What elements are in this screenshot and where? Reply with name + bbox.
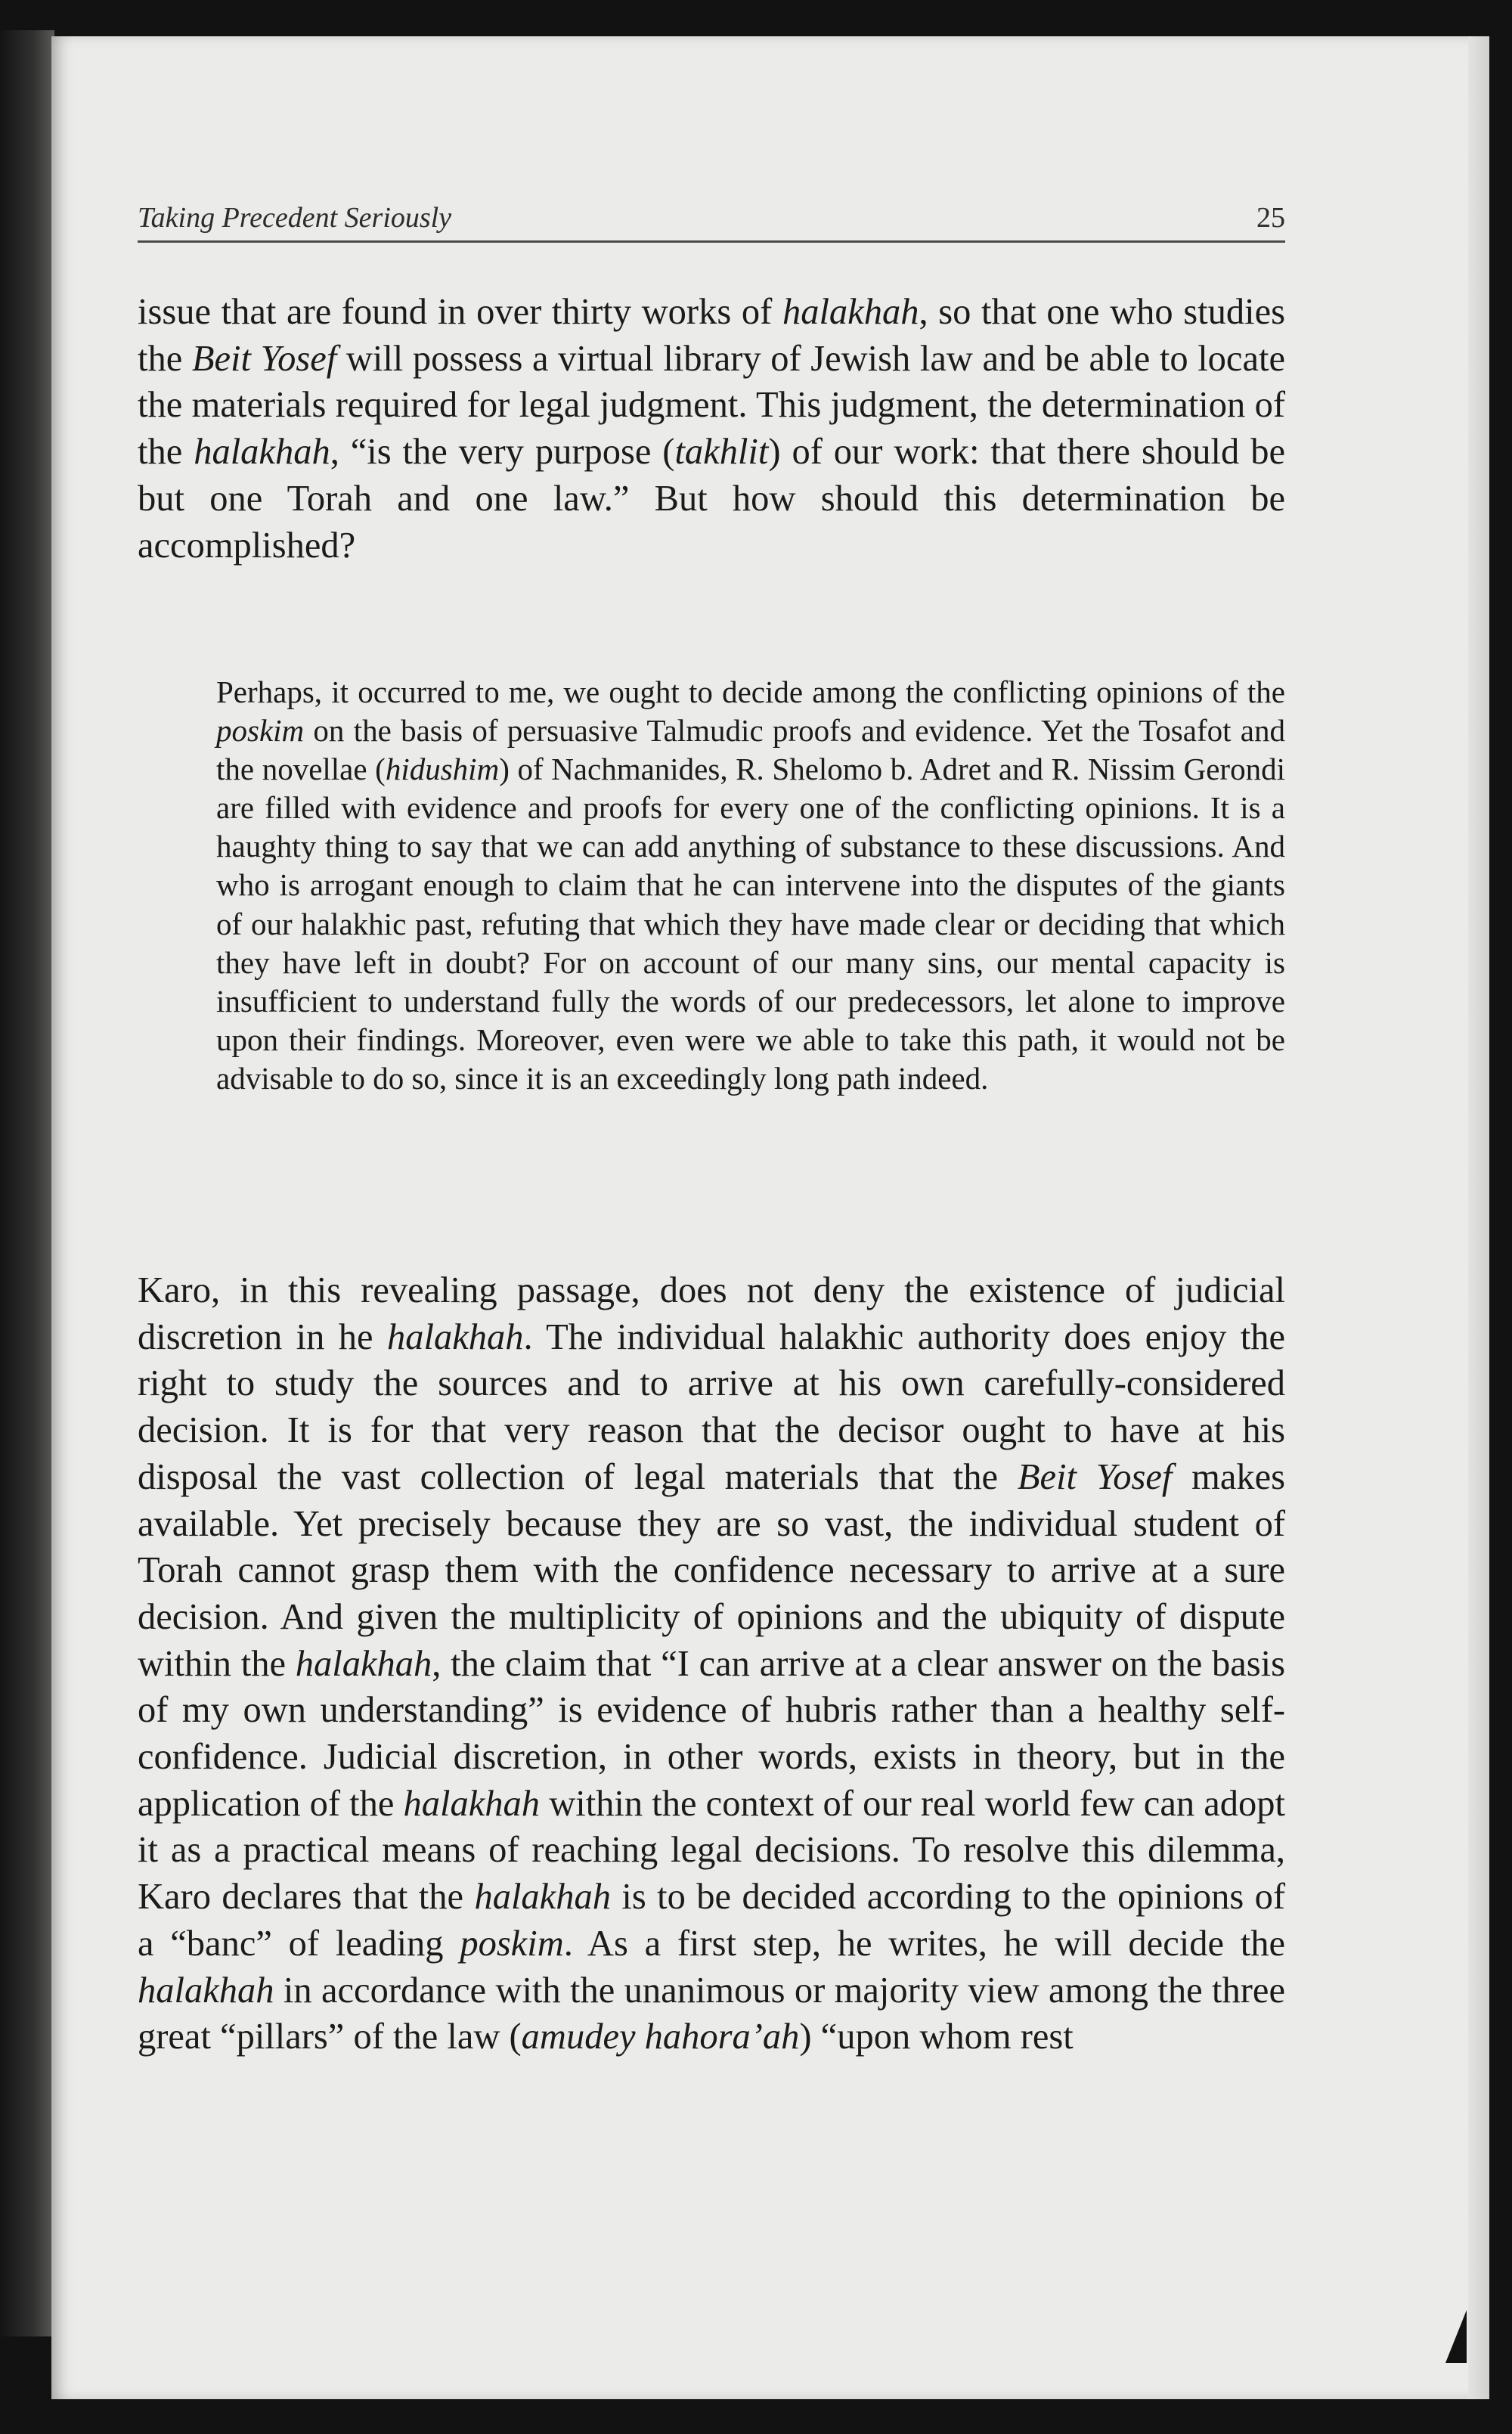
italic-term: halakhah [194,432,330,473]
text-run: . The individual halakhic authority does enjoy the right to study the sources and to arrive at his own carefully-considered decision. It is for that very reason that the decisor ought to have at his disposal the vast collection of legal materials that the [138,1316,1285,1497]
text-run: ) of our work: that there should be but one Torah and one law.” But how should this determination be accomplished? [138,432,1285,566]
text-run: Perhaps, it occurred to me, we ought to decide among the conflicting opinions of the [216,674,1285,709]
running-head: Taking Precedent Seriously [138,202,452,234]
italic-term: halakhah [295,1643,432,1684]
italic-term: halakhah [138,1970,274,2011]
page-right-edge [1468,36,1489,2399]
text-run: , “is the very purpose ( [330,432,675,473]
italic-term: halakhah [474,1877,611,1918]
page-number: 25 [1256,202,1285,234]
italic-term: halakhah [386,1316,524,1357]
text-run: ) “upon whom rest [799,2017,1074,2057]
italic-term: amudey hahora’ah [521,2017,800,2057]
text-run: Karo, in this revealing passage, does not deny the existence of judicial discretion in he [138,1270,1285,1357]
text-run: issue that are found in over thirty works of [138,292,782,332]
italic-term: takhlit [674,432,769,473]
page-header [138,168,1285,243]
italic-term: halakhah [403,1783,541,1824]
text-run: is to be decided according to the opinions of a “banc” of leading [138,1877,1286,1964]
text-run: makes available. Yet precisely because they are so vast, the individual student of Torah cannot grasp them with the confidence necessary to arrive at a sure decision. And given the multiplicity of opinions and the ubiquity of dispute within the [138,1456,1286,1684]
body-paragraph-1 [138,289,1285,569]
text-run: on the basis of persuasive Talmudic proofs and evidence. Yet the Tosafot and the novellae ( [216,713,1285,787]
text-run: in accordance with the unanimous or majority view among the three great “pillars” of the law ( [138,1970,1285,2057]
text-run: . As a first step, he writes, he will decide the [563,1923,1285,1964]
italic-term: halakhah [782,292,919,332]
text-run: within the context of our real world few can adopt it as a practical means of reaching legal decisions. To resolve this dilemma, Karo declares that the [138,1783,1286,1918]
italic-term: poskim [216,713,305,749]
block-quote [216,673,1285,1098]
text-run: ) of Nachmanides, R. Shelomo b. Adret and R. Nissim Gerondi are filled with evidence and proofs for every one of the conflicting opinions. It is a haughty thing to say that we can add anything of substance to these discussions. And who is arrogant enough to claim that he can intervene into the disputes of the giants of our halakhic past, refuting that which they have made clear or deciding that which they have left in doubt? For on account of our many sins, our mental capacity is insufficient to understand fully the words of our predecessors, let alone to improve upon their findings. Moreover, even were we able to take this path, it would not be advisable to do so, since it is an exceedingly long path indeed. [216,752,1285,1096]
text-run: will possess a virtual library of Jewish law and be able to locate the materials required for legal judgment. This judgment, the determination of the [138,338,1285,473]
italic-term: Beit Yosef [1017,1456,1173,1497]
body-paragraph-2 [138,1267,1285,2060]
text-run: , the claim that “I can arrive at a clear answer on the basis of my own understanding” is evidence of hubris rather than a healthy self-confidence. Judicial discretion, in other words, exists in theory, but in the application of the [138,1643,1286,1824]
left-page-edge [0,30,54,2336]
italic-term: Beit Yosef [191,338,337,379]
italic-term: hidushim [385,752,500,787]
italic-term: poskim [460,1923,564,1964]
text-run: , so that one who studies the [138,292,1285,379]
page-corner-fold [1445,2310,1467,2363]
